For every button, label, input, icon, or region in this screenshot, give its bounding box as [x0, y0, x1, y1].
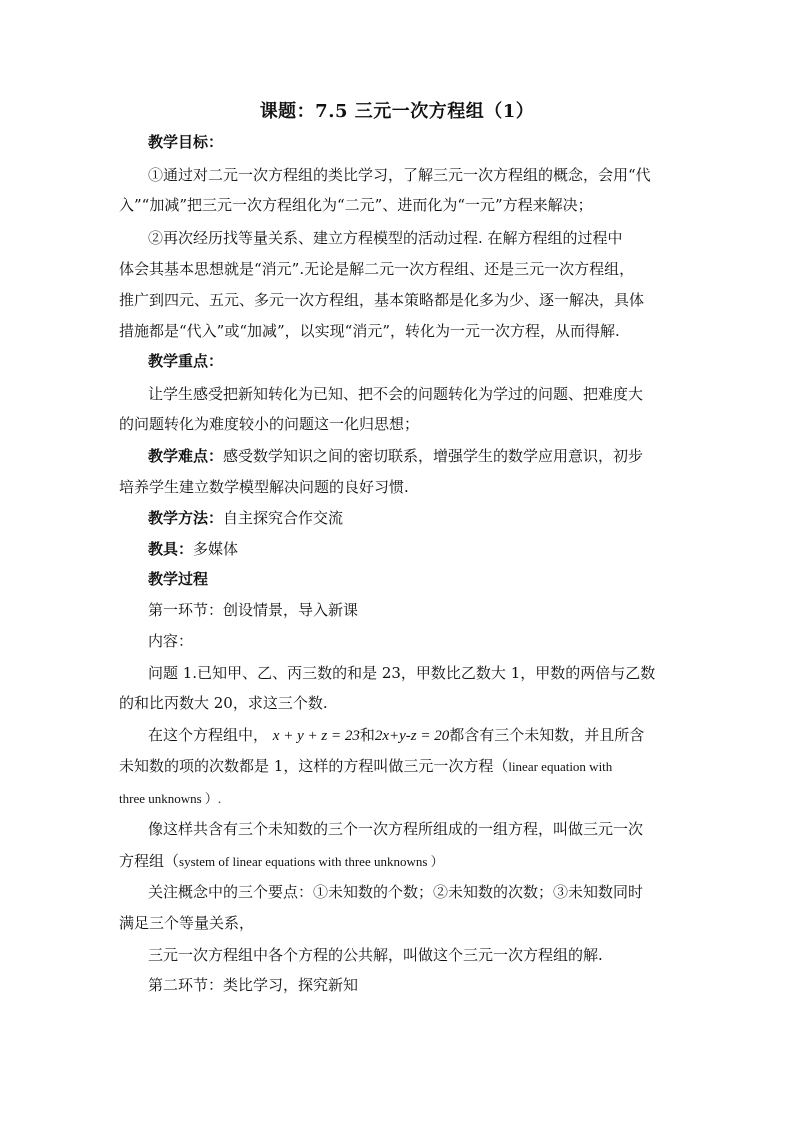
- key-points-heading: 教学重点：: [148, 352, 224, 370]
- method-value: 自主探究合作交流: [223, 509, 344, 527]
- method-line: [148, 508, 679, 528]
- focus-line2: 满足三个等量关系，: [119, 914, 255, 932]
- process-heading: 教学过程: [148, 570, 209, 588]
- key-points-line2: 的问题转化为难度较小的问题这一化归思想；: [119, 415, 420, 433]
- difficulty-text: 感受数学知识之间的密切联系，增强学生的数学应用意识，初步: [223, 447, 644, 465]
- eq-and: 和: [359, 726, 375, 744]
- difficulty-line1: [148, 446, 679, 466]
- method-label: 教学方法：: [148, 509, 224, 527]
- solution-definition: 三元一次方程组中各个方程的公共解，叫做这个三元一次方程组的解.: [148, 946, 603, 964]
- problem-line2: 的和比丙数大 20，求这三个数.: [119, 694, 328, 712]
- eq-intro: 在这个方程组中，: [148, 726, 269, 744]
- system-def-line2: [119, 851, 679, 872]
- eq-after: 都含有三个未知数，并且所含: [449, 726, 645, 744]
- goals-heading: 教学目标：: [148, 133, 224, 151]
- key-points-line1: 让学生感受把新知转化为已知、把不会的问题转化为学过的问题、把难度大: [148, 385, 644, 403]
- equation-line: [148, 725, 679, 746]
- goals-p1-line2: 入”“加减”把三元一次方程组化为“二元”、进而化为“一元”方程来解决；: [119, 196, 593, 214]
- goals-p2-line3: 推广到四元、五元、多元一次方程组，基本策略都是化多为少、逐一解决，具体: [119, 291, 645, 309]
- definition-line2: [119, 756, 679, 777]
- tools-label: 教具：: [148, 540, 194, 558]
- system-def-cn: 方程组（: [119, 852, 180, 870]
- tools-line: [148, 539, 679, 559]
- focus-line1: 关注概念中的三个要点：①未知数的个数；②未知数的次数；③未知数同时: [148, 883, 644, 901]
- goals-p2-line2: 体会其基本思想就是“消元”.无论是解二元一次方程组、还是三元一次方程组，: [119, 260, 635, 278]
- equation-2: 2x+y-z = 20: [374, 728, 450, 744]
- goals-p2-line4: 措施都是“代入”或“加减”，以实现“消元”，转化为一元一次方程，从而得解.: [119, 322, 620, 340]
- definition-cn: 未知数的项的次数都是 1，这样的方程叫做三元一次方程（: [119, 757, 509, 775]
- definition-line3: three unknowns ）.: [119, 791, 222, 806]
- system-def-en: system of linear equations with three unknowns ）: [179, 854, 444, 869]
- system-def-line1: 像这样共含有三个未知数的三个一次方程所组成的一组方程，叫做三元一次: [148, 820, 644, 838]
- page-title: 课题：7.5 三元一次方程组（1）: [259, 101, 535, 122]
- goals-p2-line1: ②再次经历找等量关系、建立方程模型的活动过程. 在解方程组的过程中: [148, 229, 623, 247]
- difficulty-line2: 培养学生建立数学模型解决问题的良好习惯.: [119, 478, 409, 496]
- goals-p1-line1: ①通过对二元一次方程组的类比学习，了解三元一次方程组的概念，会用“代: [148, 166, 651, 184]
- difficulty-label: 教学难点：: [148, 447, 224, 465]
- tools-value: 多媒体: [193, 540, 239, 558]
- content-label: 内容：: [148, 632, 194, 650]
- problem-line1: 问题 1.已知甲、乙、丙三数的和是 23，甲数比乙数大 1，甲数的两倍与乙数: [148, 664, 656, 682]
- section1-heading: 第一环节：创设情景，导入新课: [148, 601, 359, 619]
- definition-en: linear equation with: [508, 759, 613, 774]
- section2-heading: 第二环节：类比学习，探究新知: [148, 976, 359, 994]
- equation-1: x + y + z = 23: [272, 728, 360, 744]
